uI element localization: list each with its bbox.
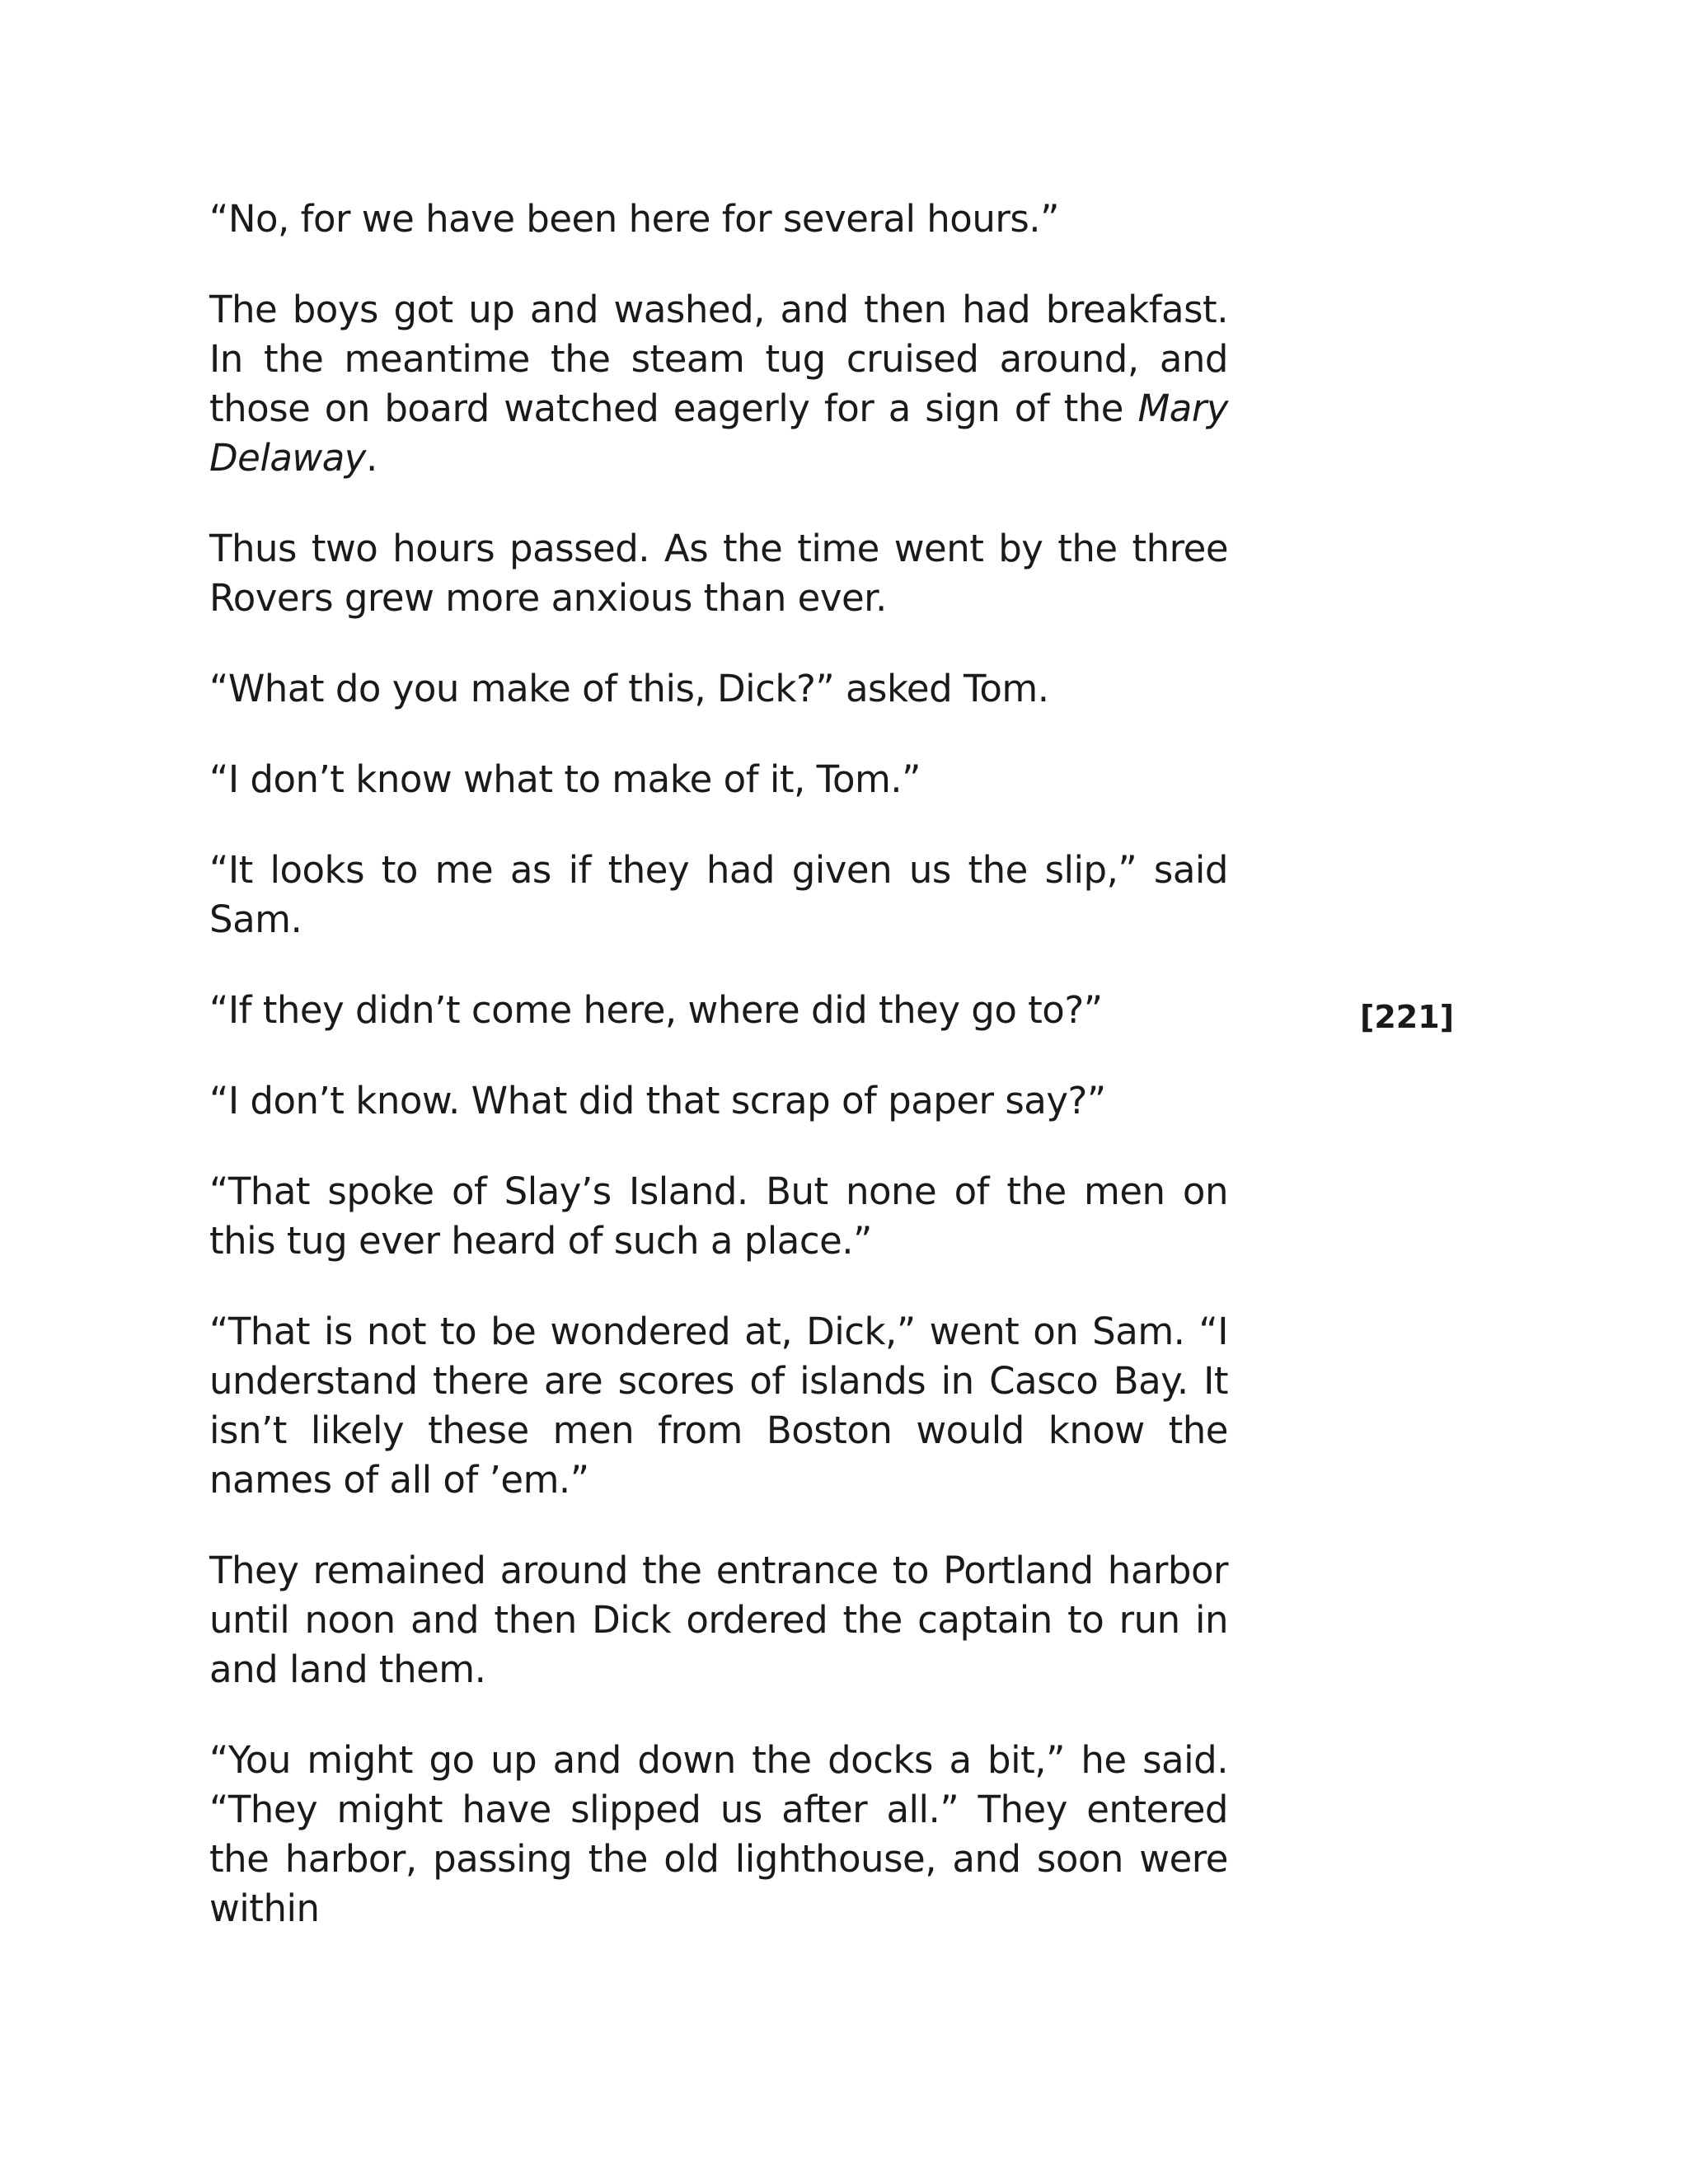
paragraph-2 (209, 285, 1228, 483)
paragraph-7: “If they didn’t come here, where did they go to?” (209, 988, 1103, 1032)
book-page-text (209, 194, 1228, 1933)
paragraph-12: “You might go up and down the docks a bit,” he said. “They might have slipped us after all.” They entered the harbor, passing the old lighthouse, and soon were within (209, 1738, 1228, 1930)
paragraph-8: “I don’t know. What did that scrap of paper say?” (209, 1079, 1106, 1122)
ship-name-italic: Mary Delaway (209, 387, 1228, 480)
paragraph-11: They remained around the entrance to Portland harbor until noon and then Dick ordered the captain to run in and land them. (209, 1549, 1228, 1691)
paragraph-9: “That spoke of Slay’s Island. But none of the men on this tug ever heard of such a place.” (209, 1169, 1228, 1263)
paragraph-1: “No, for we have been here for several hours.” (209, 197, 1059, 241)
paragraph-5: “I don’t know what to make of it, Tom.” (209, 757, 921, 801)
paragraph-2-end: . (365, 436, 377, 480)
paragraph-10: “That is not to be wondered at, Dick,” went on Sam. “I understand there are scores of islands in Casco Bay. It isn’t likely these men from Boston would know the names of all of ’em.” (209, 1310, 1228, 1502)
paragraph-4: “What do you make of this, Dick?” asked Tom. (209, 667, 1049, 710)
page-number: [221] (1360, 999, 1455, 1035)
paragraph-6: “It looks to me as if they had given us the slip,” said Sam. (209, 848, 1228, 941)
paragraph-2-text: The boys got up and washed, and then had breakfast. In the meantime the steam tug cruised around, and those on board watched eagerly for a sign of the (209, 288, 1228, 430)
paragraph-3: Thus two hours passed. As the time went by the three Rovers grew more anxious than ever. (209, 527, 1228, 620)
